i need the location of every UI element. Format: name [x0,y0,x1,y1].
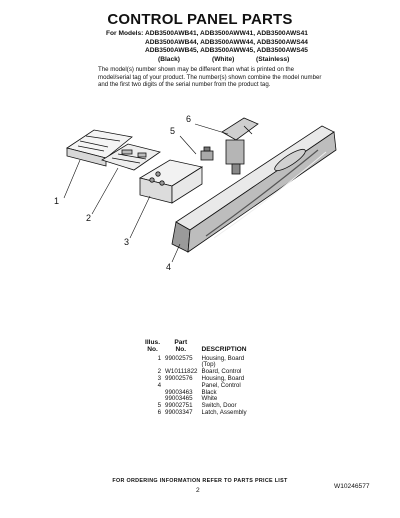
table-row: 6 99003347 Latch, Assembly [157,408,247,416]
parts-table [145,340,252,417]
table-row: 1 99002575 Housing, Board [157,354,245,362]
callout-2: 2 [86,213,92,223]
table-row: 3 99002576 Housing, Board [157,374,245,382]
callout-4: 4 [166,262,172,272]
callout-6: 6 [186,114,192,124]
callout-3: 3 [124,237,130,247]
model-line: ADB3500AWB45, ADB3500AWW45, ADB3500AWS45 [145,47,308,55]
callout-5: 5 [170,126,176,136]
control-panel [172,126,336,252]
table-row: 5 99002751 Switch, Door [157,402,237,410]
latch-assembly [222,118,258,174]
header-description: DESCRIPTION [201,345,247,353]
color-white: (White) [212,56,235,63]
header-part-no: Part No. [174,339,188,353]
models-label: For Models: [106,30,144,37]
document-number: W10246577 [334,483,370,490]
color-black: (Black) [158,56,180,63]
ordering-footer: FOR ORDERING INFORMATION REFER TO PARTS PRICE LIST [112,478,288,484]
table-row: 4 Panel, Control [157,381,241,389]
table-row: 99003465 White [165,395,218,403]
model-line: ADB3500AWB44, ADB3500AWW44, ADB3500AWS44 [145,38,308,46]
board-housing [140,160,202,203]
header-illus-no: Illus. No. [145,339,161,353]
table-header [145,340,252,356]
model-note: The model(s) number shown may be different than what is printed on the model/serial tag of your product. The number(s) shown combine the model number and the first two digits of the serial number from the product tag. [98,66,322,88]
table-row: 99003463 Black [165,388,217,396]
page-number: 2 [196,487,200,494]
model-numbers: ADB3500AWB41, ADB3500AWW41, ADB3500AWS41 [144,30,308,37]
color-stainless: (Stainless) [256,56,290,63]
callout-1: 1 [54,196,60,206]
table-row: 2 W10111822 Board, Control [157,368,242,376]
page-title: CONTROL PANEL PARTS [107,11,293,28]
table-row: (Top) [201,361,216,369]
door-switch [201,147,213,160]
